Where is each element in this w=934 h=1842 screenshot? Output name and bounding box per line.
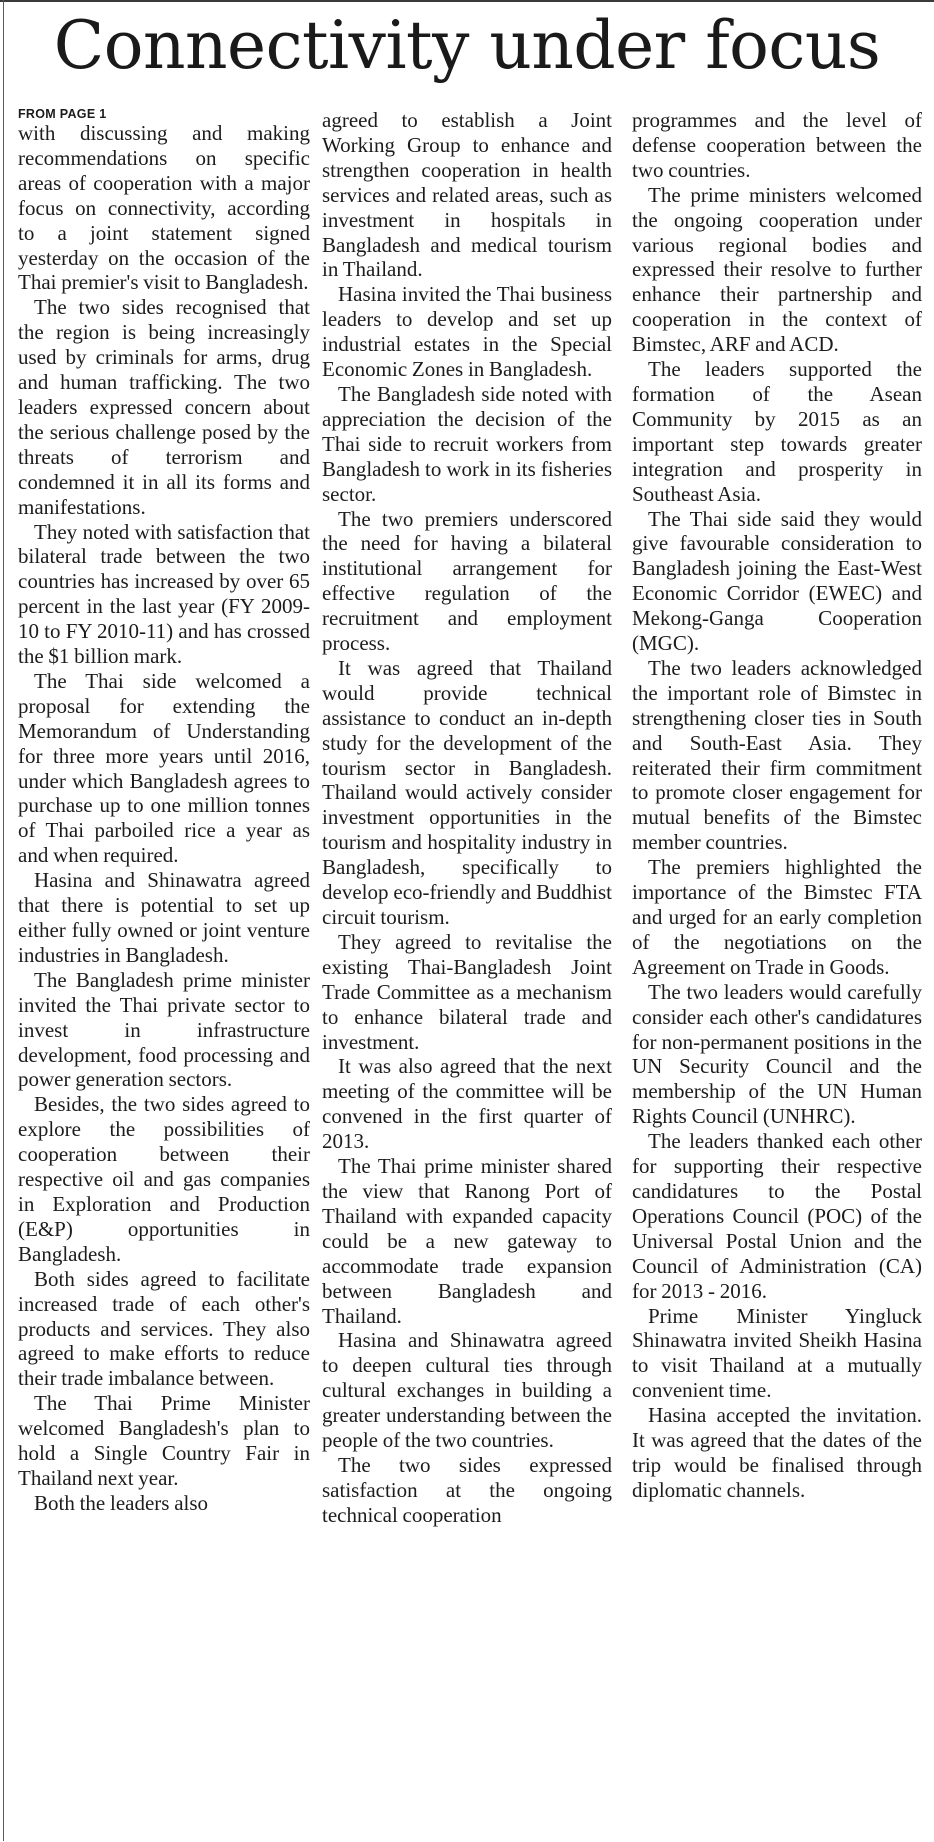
paragraph: The leaders supported the formation of the Asean Community by 2015 as an important step towards greater integration and prosperity in Southeast Asia. xyxy=(632,357,922,506)
paragraph: Hasina accepted the invitation. It was agreed that the dates of the trip would be finalised through diplomatic channels. xyxy=(632,1403,922,1502)
from-page-label: FROM PAGE 1 xyxy=(18,107,107,121)
paragraph: The two premiers underscored the need for having a bilateral institutional arrangement for effective regulation of the recruitment and employment process. xyxy=(322,506,612,656)
article-column-1 xyxy=(18,107,310,1841)
paragraph: They noted with satisfaction that bilateral trade between the two countries has increased by over 65 percent in the last year (FY 2009-10 to FY 2010-11) and has crossed the $1 billion mark. xyxy=(18,519,310,669)
paragraph: The two sides expressed satisfaction at the ongoing technical cooperation xyxy=(322,1452,612,1527)
paragraph: Hasina invited the Thai business leaders to develop and set up industrial estates in the Special Economic Zones in Bangladesh. xyxy=(322,282,612,382)
paragraph: The Thai side welcomed a proposal for extending the Memorandum of Understanding for three more years until 2016, under which Bangladesh agrees to purchase up to one million tonnes of Thai parboiled rice a year as and when required. xyxy=(18,668,310,868)
left-rule xyxy=(3,0,4,1841)
paragraph: It was agreed that Thailand would provide technical assistance to conduct an in-depth study for the development of the tourism sector in Bangladesh. Thailand would actively consider investment opportunities in the tourism and hospitality industry in Bangladesh, specifically to develop eco-friendly and Buddhist circuit tourism. xyxy=(322,655,612,929)
paragraph: The two leaders would carefully consider each other's candidatures for non-permanent positions in the UN Security Council and the membership of the UN Human Rights Council (UNHRC). xyxy=(632,979,922,1129)
paragraph: Prime Minister Yingluck Shinawatra invited Sheikh Hasina to visit Thailand at a mutually convenient time. xyxy=(632,1303,922,1403)
paragraph: The Thai prime minister shared the view that Ranong Port of Thailand with expanded capacity could be a new gateway to accommodate trade expansion between Bangladesh and Thailand. xyxy=(322,1154,612,1328)
paragraph: Hasina and Shinawatra agreed to deepen cultural ties through cultural exchanges in building a greater understanding between the people of the two countries. xyxy=(322,1328,612,1453)
paragraph: The leaders thanked each other for supporting their respective candidatures to the Postal Operations Council (POC) of the Universal Postal Union and the Council of Administration (CA) for 2013 - 2016. xyxy=(632,1129,922,1303)
article-column-3 xyxy=(632,108,922,1842)
paragraph: The Bangladesh prime minister invited the Thai private sector to invest in infrastructure development, food processing and power generation sectors. xyxy=(18,967,310,1092)
paragraph: The two leaders acknowledged the important role of Bimstec in strengthening closer ties in South and South-East Asia. They reiterated their firm commitment to promote closer engagement for mutual benefits of the Bimstec member countries. xyxy=(632,655,922,855)
paragraph: The Thai Prime Minister welcomed Bangladesh's plan to hold a Single Country Fair in Thailand next year. xyxy=(18,1391,310,1490)
paragraph: The two sides recognised that the region is being increasingly used by criminals for arms, drug and human trafficking. The two leaders expressed concern about the serious challenge posed by the threats of terrorism and condemned it in all its forms and manifestations. xyxy=(18,295,310,519)
paragraph: The prime ministers welcomed the ongoing cooperation under various regional bodies and expressed their resolve to further enhance their partnership and cooperation in the context of Bimstec, ARF and ACD. xyxy=(632,182,922,357)
paragraph: It was also agreed that the next meeting of the committee will be convened in the first quarter of 2013. xyxy=(322,1054,612,1154)
paragraph: with discussing and making recommendations on specific areas of cooperation with a major focus on connectivity, according to a joint statement signed yesterday on the occasion of the Thai premier's visit to Bangladesh. xyxy=(18,121,310,295)
paragraph: The Bangladesh side noted with appreciation the decision of the Thai side to recruit workers from Bangladesh to work in its fisheries sector. xyxy=(322,381,612,506)
paragraph: The Thai side said they would give favourable consideration to Bangladesh joining the East-West Economic Corridor (EWEC) and Mekong-Ganga Cooperation (MGC). xyxy=(632,506,922,656)
article-column-2 xyxy=(322,108,612,1842)
headline: Connectivity under focus xyxy=(53,7,881,84)
paragraph: agreed to establish a Joint Working Group to enhance and strengthen cooperation in health services and related areas, such as investment in hospitals in Bangladesh and medical tourism in Thailand. xyxy=(322,108,612,282)
paragraph: Both the leaders also xyxy=(34,1490,209,1515)
paragraph: The premiers highlighted the importance of the Bimstec FTA and urged for an early completion of the negotiations on the Agreement on Trade in Goods. xyxy=(632,855,922,979)
paragraph: Hasina and Shinawatra agreed that there is potential to set up either fully owned or joint venture industries in Bangladesh. xyxy=(18,868,310,967)
paragraph: Both sides agreed to facilitate increased trade of each other's products and services. They also agreed to make efforts to reduce their trade imbalance between. xyxy=(18,1266,310,1391)
paragraph: Besides, the two sides agreed to explore the possibilities of cooperation between their respective oil and gas companies in Exploration and Production (E&P) opportunities in Bangladesh. xyxy=(18,1092,310,1266)
paragraph: programmes and the level of defense cooperation between the two countries. xyxy=(632,108,922,182)
paragraph: They agreed to revitalise the existing Thai-Bangladesh Joint Trade Committee as a mechanism to enhance bilateral trade and investment. xyxy=(322,929,612,1054)
